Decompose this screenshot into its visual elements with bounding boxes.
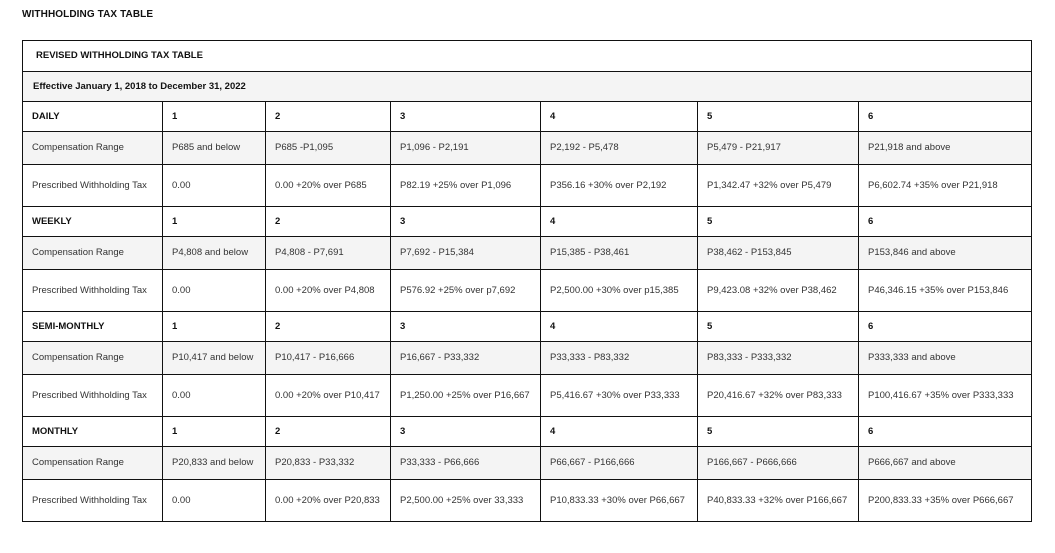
- bracket-number: 5: [698, 102, 859, 132]
- compensation-range-cell: P10,417 and below: [163, 342, 266, 375]
- row-label: Prescribed Withholding Tax: [23, 480, 163, 522]
- bracket-number: 3: [391, 102, 541, 132]
- withholding-tax-cell: P2,500.00 +30% over p15,385: [541, 270, 698, 312]
- withholding-tax-cell: 0.00: [163, 480, 266, 522]
- bracket-number: 3: [391, 312, 541, 342]
- withholding-tax-cell: P82.19 +25% over P1,096: [391, 165, 541, 207]
- period-label: WEEKLY: [23, 207, 163, 237]
- compensation-range-cell: P15,385 - P38,461: [541, 237, 698, 270]
- withholding-tax-row: [23, 375, 1032, 417]
- compensation-range-cell: P5,479 - P21,917: [698, 132, 859, 165]
- period-label: DAILY: [23, 102, 163, 132]
- withholding-tax-cell: 0.00 +20% over P10,417: [266, 375, 391, 417]
- compensation-range-cell: P4,808 and below: [163, 237, 266, 270]
- withholding-tax-cell: P200,833.33 +35% over P666,667: [859, 480, 1032, 522]
- compensation-range-cell: P66,667 - P166,666: [541, 447, 698, 480]
- compensation-range-cell: P153,846 and above: [859, 237, 1032, 270]
- withholding-tax-cell: 0.00 +20% over P685: [266, 165, 391, 207]
- period-header-row: [23, 207, 1032, 237]
- withholding-tax-cell: P1,342.47 +32% over P5,479: [698, 165, 859, 207]
- withholding-tax-row: [23, 165, 1032, 207]
- bracket-number: 6: [859, 102, 1032, 132]
- compensation-range-cell: P1,096 - P2,191: [391, 132, 541, 165]
- bracket-number: 5: [698, 312, 859, 342]
- bracket-number: 1: [163, 207, 266, 237]
- compensation-range-cell: P166,667 - P666,666: [698, 447, 859, 480]
- row-label: Prescribed Withholding Tax: [23, 165, 163, 207]
- row-label: Compensation Range: [23, 237, 163, 270]
- withholding-tax-cell: 0.00: [163, 270, 266, 312]
- compensation-range-row: [23, 132, 1032, 165]
- compensation-range-row: [23, 342, 1032, 375]
- table-body: [23, 41, 1032, 522]
- withholding-tax-cell: P6,602.74 +35% over P21,918: [859, 165, 1032, 207]
- compensation-range-cell: P10,417 - P16,666: [266, 342, 391, 375]
- withholding-tax-row: [23, 270, 1032, 312]
- row-label: Compensation Range: [23, 447, 163, 480]
- compensation-range-cell: P20,833 and below: [163, 447, 266, 480]
- bracket-number: 3: [391, 417, 541, 447]
- row-label: Prescribed Withholding Tax: [23, 375, 163, 417]
- compensation-range-cell: P21,918 and above: [859, 132, 1032, 165]
- period-label: MONTHLY: [23, 417, 163, 447]
- compensation-range-cell: P7,692 - P15,384: [391, 237, 541, 270]
- withholding-tax-cell: P40,833.33 +32% over P166,667: [698, 480, 859, 522]
- period-label: SEMI-MONTHLY: [23, 312, 163, 342]
- bracket-number: 1: [163, 312, 266, 342]
- bracket-number: 4: [541, 312, 698, 342]
- table-title-row: [23, 41, 1032, 72]
- compensation-range-cell: P20,833 - P33,332: [266, 447, 391, 480]
- compensation-range-cell: P333,333 and above: [859, 342, 1032, 375]
- bracket-number: 5: [698, 417, 859, 447]
- bracket-number: 4: [541, 102, 698, 132]
- compensation-range-row: [23, 447, 1032, 480]
- bracket-number: 3: [391, 207, 541, 237]
- withholding-tax-cell: P5,416.67 +30% over P33,333: [541, 375, 698, 417]
- effective-date: Effective January 1, 2018 to December 31, 2022: [23, 72, 1032, 102]
- bracket-number: 2: [266, 207, 391, 237]
- withholding-tax-cell: 0.00: [163, 375, 266, 417]
- withholding-tax-cell: P100,416.67 +35% over P333,333: [859, 375, 1032, 417]
- bracket-number: 4: [541, 207, 698, 237]
- withholding-tax-cell: P46,346.15 +35% over P153,846: [859, 270, 1032, 312]
- period-header-row: [23, 417, 1032, 447]
- compensation-range-cell: P666,667 and above: [859, 447, 1032, 480]
- bracket-number: 1: [163, 102, 266, 132]
- compensation-range-cell: P2,192 - P5,478: [541, 132, 698, 165]
- compensation-range-row: [23, 237, 1032, 270]
- table-title: REVISED WITHHOLDING TAX TABLE: [23, 41, 1032, 72]
- withholding-tax-cell: P9,423.08 +32% over P38,462: [698, 270, 859, 312]
- bracket-number: 5: [698, 207, 859, 237]
- withholding-tax-cell: P356.16 +30% over P2,192: [541, 165, 698, 207]
- compensation-range-cell: P4,808 - P7,691: [266, 237, 391, 270]
- bracket-number: 2: [266, 312, 391, 342]
- row-label: Prescribed Withholding Tax: [23, 270, 163, 312]
- row-label: Compensation Range: [23, 132, 163, 165]
- bracket-number: 6: [859, 417, 1032, 447]
- withholding-tax-cell: P2,500.00 +25% over 33,333: [391, 480, 541, 522]
- page-heading: WITHHOLDING TAX TABLE: [22, 9, 154, 20]
- bracket-number: 6: [859, 207, 1032, 237]
- withholding-tax-cell: 0.00 +20% over P20,833: [266, 480, 391, 522]
- period-header-row: [23, 312, 1032, 342]
- withholding-tax-cell: P10,833.33 +30% over P66,667: [541, 480, 698, 522]
- bracket-number: 4: [541, 417, 698, 447]
- bracket-number: 6: [859, 312, 1032, 342]
- bracket-number: 1: [163, 417, 266, 447]
- withholding-tax-cell: P1,250.00 +25% over P16,667: [391, 375, 541, 417]
- withholding-tax-cell: P20,416.67 +32% over P83,333: [698, 375, 859, 417]
- compensation-range-cell: P685 -P1,095: [266, 132, 391, 165]
- compensation-range-cell: P16,667 - P33,332: [391, 342, 541, 375]
- bracket-number: 2: [266, 417, 391, 447]
- row-label: Compensation Range: [23, 342, 163, 375]
- withholding-tax-table: [22, 40, 1032, 522]
- withholding-tax-row: [23, 480, 1032, 522]
- compensation-range-cell: P83,333 - P333,332: [698, 342, 859, 375]
- compensation-range-cell: P33,333 - P66,666: [391, 447, 541, 480]
- compensation-range-cell: P33,333 - P83,332: [541, 342, 698, 375]
- withholding-tax-cell: 0.00 +20% over P4,808: [266, 270, 391, 312]
- withholding-tax-cell: 0.00: [163, 165, 266, 207]
- effective-date-row: [23, 72, 1032, 102]
- withholding-tax-cell: P576.92 +25% over p7,692: [391, 270, 541, 312]
- compensation-range-cell: P38,462 - P153,845: [698, 237, 859, 270]
- period-header-row: [23, 102, 1032, 132]
- bracket-number: 2: [266, 102, 391, 132]
- compensation-range-cell: P685 and below: [163, 132, 266, 165]
